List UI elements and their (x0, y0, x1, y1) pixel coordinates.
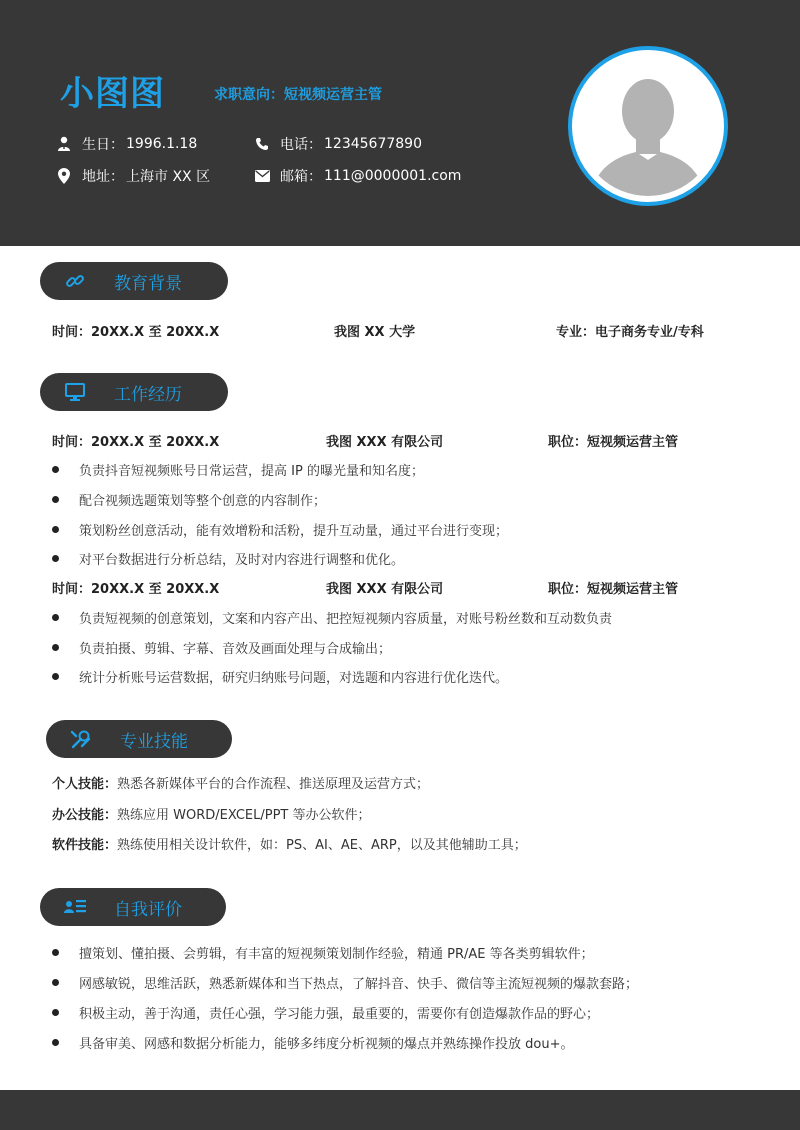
education-title: 教育背景 (114, 273, 182, 294)
list-item: 统计分析账号运营数据，研究归纳账号问题，对选题和内容进行优化迭代。 (52, 667, 508, 686)
work-section-header (40, 373, 228, 411)
location-icon (56, 168, 72, 184)
email-info (254, 166, 461, 186)
profile-card-icon (64, 896, 86, 918)
education-major: 专业：电子商务专业/专科 (556, 325, 704, 340)
phone-info (254, 134, 422, 154)
list-item: 负责拍摄、剪辑、字幕、音效及画面处理与合成输出； (52, 638, 391, 657)
self-eval-section-header (40, 888, 226, 926)
self-eval-title: 自我评价 (114, 899, 182, 920)
education-section-header (40, 262, 228, 300)
address-info (56, 166, 210, 186)
list-item: 具备审美、网感和数据分析能力，能够多纬度分析视频的爆点并熟练操作投放 dou+。 (52, 1033, 573, 1052)
list-item: 对平台数据进行分析总结，及时对内容进行调整和优化。 (52, 549, 404, 568)
list-item: 配合视频选题策划等整个创意的内容制作； (52, 490, 326, 509)
birth-value: 1996.1.18 (126, 136, 198, 152)
candidate-name: 小图图 (60, 74, 165, 114)
job-time: 时间：20XX.X 至 20XX.X (52, 582, 220, 597)
job-intent: 求职意向：短视频运营主管 (214, 87, 382, 103)
skill-item: 个人技能：熟悉各新媒体平台的合作流程、推送原理及运营方式； (52, 777, 430, 792)
person-icon (56, 136, 72, 152)
list-item: 负责短视频的创意策划，文案和内容产出、把控短视频内容质量，对账号粉丝数和互动数负责 (52, 608, 612, 627)
birth-label: 生日： (82, 137, 124, 153)
skills-section-header (46, 720, 232, 758)
avatar-placeholder (578, 56, 718, 196)
job-company: 我图 XXX 有限公司 (326, 435, 444, 450)
phone-icon (254, 136, 270, 152)
birth-info (56, 134, 197, 154)
skills-title: 专业技能 (120, 731, 188, 752)
job-position: 职位：短视频运营主管 (548, 582, 679, 597)
link-icon (64, 270, 86, 292)
skill-item: 办公技能：熟练应用 WORD/EXCEL/PPT 等办公软件； (52, 808, 371, 823)
job-time: 时间：20XX.X 至 20XX.X (52, 435, 220, 450)
mail-icon (254, 168, 270, 184)
education-time: 时间：20XX.X 至 20XX.X (52, 325, 220, 340)
list-item: 策划粉丝创意活动，能有效增粉和活粉，提升互动量，通过平台进行变现； (52, 520, 508, 539)
list-item: 擅策划、懂拍摄、会剪辑，有丰富的短视频策划制作经验，精通 PR/AE 等各类剪辑软件； (52, 943, 594, 962)
phone-label: 电话： (280, 137, 322, 153)
list-item: 积极主动，善于沟通，责任心强，学习能力强，最重要的，需要你有创造爆款作品的野心； (52, 1003, 599, 1022)
list-item: 网感敏锐，思维活跃，熟悉新媒体和当下热点，了解抖音、快手、微信等主流短视频的爆款套路； (52, 973, 638, 992)
profile-photo (568, 46, 728, 206)
list-item: 负责抖音短视频账号日常运营，提高 IP 的曝光量和知名度； (52, 460, 424, 479)
resume-footer (0, 1090, 800, 1130)
address-label: 地址： (82, 169, 124, 185)
skill-item: 软件技能：熟练使用相关设计软件，如：PS、AI、AE、ARP，以及其他辅助工具； (52, 838, 527, 853)
email-value: 111@0000001.com (324, 168, 462, 184)
work-title: 工作经历 (114, 384, 182, 405)
address-value: 上海市 XX 区 (126, 169, 211, 185)
tools-icon (70, 728, 92, 750)
job-position: 职位：短视频运营主管 (548, 435, 679, 450)
job-company: 我图 XXX 有限公司 (326, 582, 444, 597)
monitor-icon (64, 381, 86, 403)
education-school: 我图 XX 大学 (334, 325, 416, 340)
phone-value: 12345677890 (324, 136, 422, 152)
email-label: 邮箱： (280, 169, 322, 185)
